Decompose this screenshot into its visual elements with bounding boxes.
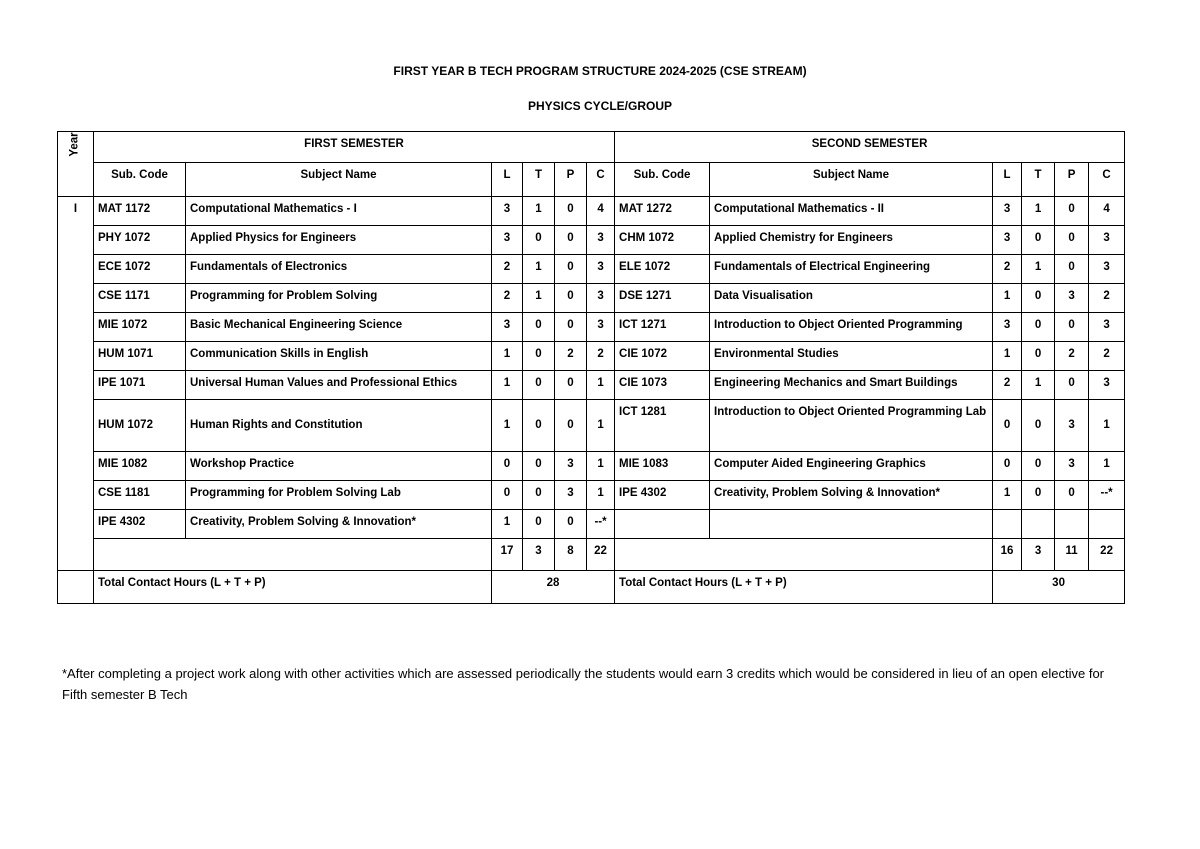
s1-p-value: 0	[555, 284, 587, 313]
s2-subject-name: Environmental Studies	[710, 342, 993, 371]
s2-total-c: 22	[1089, 539, 1125, 571]
s1-total-p: 8	[555, 539, 587, 571]
s1-l-value: 3	[492, 197, 523, 226]
s1-subject-name: Programming for Problem Solving	[186, 284, 492, 313]
s1-sub-code: PHY 1072	[94, 226, 186, 255]
s2-l-value: 1	[993, 342, 1022, 371]
s1-subject-name: Computational Mathematics - I	[186, 197, 492, 226]
s2-c-value: --*	[1089, 481, 1125, 510]
s1-l-value: 2	[492, 284, 523, 313]
table-row	[58, 313, 1125, 342]
s2-t-value: 1	[1022, 197, 1055, 226]
s1-contact-hours-label: Total Contact Hours (L + T + P)	[94, 571, 492, 604]
s2-t-value	[1022, 510, 1055, 539]
s1-sub-code: CSE 1181	[94, 481, 186, 510]
s2-t-value: 0	[1022, 226, 1055, 255]
s1-t-value: 0	[523, 452, 555, 481]
s1-sub-code: ECE 1072	[94, 255, 186, 284]
table-row	[58, 226, 1125, 255]
s2-c-value: 3	[1089, 313, 1125, 342]
s1-l-value: 0	[492, 481, 523, 510]
s2-subject-name: Applied Chemistry for Engineers	[710, 226, 993, 255]
s1-sub-code: MIE 1082	[94, 452, 186, 481]
s2-t-value: 0	[1022, 313, 1055, 342]
s2-t-value: 1	[1022, 371, 1055, 400]
s2-l-value: 0	[993, 452, 1022, 481]
s1-t-value: 0	[523, 481, 555, 510]
s1-l-value: 1	[492, 510, 523, 539]
s1-c-value: 3	[587, 226, 615, 255]
s2-contact-hours-label: Total Contact Hours (L + T + P)	[615, 571, 993, 604]
s1-c-value: 4	[587, 197, 615, 226]
col-l: L	[993, 163, 1022, 197]
s2-total-p: 11	[1055, 539, 1089, 571]
s1-p-value: 2	[555, 342, 587, 371]
s1-p-value: 0	[555, 197, 587, 226]
s1-totals-label-blank	[94, 539, 492, 571]
col-p: P	[555, 163, 587, 197]
s1-p-value: 0	[555, 371, 587, 400]
table-row	[58, 452, 1125, 481]
s2-t-value: 0	[1022, 284, 1055, 313]
s1-sub-code: MAT 1172	[94, 197, 186, 226]
col-t: T	[1022, 163, 1055, 197]
s2-p-value: 0	[1055, 226, 1089, 255]
s1-c-value: 1	[587, 400, 615, 452]
s2-l-value: 3	[993, 313, 1022, 342]
table-row	[58, 284, 1125, 313]
s2-subject-name: Engineering Mechanics and Smart Buildings	[710, 371, 993, 400]
s1-t-value: 0	[523, 313, 555, 342]
s1-l-value: 3	[492, 226, 523, 255]
program-structure-table	[57, 131, 1125, 604]
s1-total-c: 22	[587, 539, 615, 571]
s2-subject-name: Computational Mathematics - II	[710, 197, 993, 226]
s1-subject-name: Universal Human Values and Professional Ethics	[186, 371, 492, 400]
col-subject-name: Subject Name	[186, 163, 492, 197]
s1-subject-name: Fundamentals of Electronics	[186, 255, 492, 284]
page-title: FIRST YEAR B TECH PROGRAM STRUCTURE 2024-2025 (CSE STREAM)	[393, 64, 807, 78]
s1-c-value: 1	[587, 481, 615, 510]
col-c: C	[1089, 163, 1125, 197]
s2-sub-code: CIE 1073	[615, 371, 710, 400]
contact-year-blank	[58, 571, 94, 604]
col-l: L	[492, 163, 523, 197]
table-row	[58, 342, 1125, 371]
s1-p-value: 0	[555, 226, 587, 255]
s2-sub-code: CIE 1072	[615, 342, 710, 371]
table-row	[58, 400, 1125, 452]
s2-total-l: 16	[993, 539, 1022, 571]
s1-subject-name: Creativity, Problem Solving & Innovation*	[186, 510, 492, 539]
table-row	[58, 481, 1125, 510]
col-t: T	[523, 163, 555, 197]
page-subtitle: PHYSICS CYCLE/GROUP	[527, 99, 673, 113]
s2-subject-name: Computer Aided Engineering Graphics	[710, 452, 993, 481]
s2-p-value: 3	[1055, 284, 1089, 313]
s1-subject-name: Workshop Practice	[186, 452, 492, 481]
s1-t-value: 1	[523, 284, 555, 313]
s2-p-value: 0	[1055, 313, 1089, 342]
s2-p-value: 0	[1055, 255, 1089, 284]
totals-row	[58, 539, 1125, 571]
s1-subject-name: Communication Skills in English	[186, 342, 492, 371]
table-row	[58, 371, 1125, 400]
s1-subject-name: Applied Physics for Engineers	[186, 226, 492, 255]
s1-subject-name: Basic Mechanical Engineering Science	[186, 313, 492, 342]
s1-c-value: 3	[587, 313, 615, 342]
s1-t-value: 1	[523, 255, 555, 284]
s2-subject-name: Introduction to Object Oriented Programming Lab	[710, 400, 993, 452]
table-row	[58, 197, 1125, 226]
col-sub-code: Sub. Code	[615, 163, 710, 197]
s1-p-value: 3	[555, 481, 587, 510]
s2-subject-name: Data Visualisation	[710, 284, 993, 313]
s1-l-value: 1	[492, 342, 523, 371]
year-header: Year	[69, 132, 81, 157]
s1-t-value: 0	[523, 342, 555, 371]
s2-sub-code: ICT 1271	[615, 313, 710, 342]
s2-sub-code: ICT 1281	[615, 400, 710, 452]
s1-c-value: 3	[587, 255, 615, 284]
s2-l-value: 3	[993, 197, 1022, 226]
table-row	[58, 510, 1125, 539]
s1-t-value: 0	[523, 510, 555, 539]
s2-p-value: 0	[1055, 371, 1089, 400]
s2-p-value: 3	[1055, 400, 1089, 452]
second-semester-header: SECOND SEMESTER	[615, 132, 1125, 163]
s1-sub-code: MIE 1072	[94, 313, 186, 342]
s1-sub-code: IPE 1071	[94, 371, 186, 400]
s2-t-value: 0	[1022, 452, 1055, 481]
s2-c-value: 1	[1089, 400, 1125, 452]
s1-p-value: 0	[555, 313, 587, 342]
s2-sub-code: CHM 1072	[615, 226, 710, 255]
s1-l-value: 3	[492, 313, 523, 342]
s1-l-value: 1	[492, 400, 523, 452]
s2-p-value: 2	[1055, 342, 1089, 371]
table-row	[58, 255, 1125, 284]
s2-c-value: 3	[1089, 226, 1125, 255]
first-semester-header: FIRST SEMESTER	[94, 132, 615, 163]
s1-t-value: 0	[523, 226, 555, 255]
s2-sub-code	[615, 510, 710, 539]
col-p: P	[1055, 163, 1089, 197]
s2-contact-hours-value: 30	[993, 571, 1125, 604]
col-sub-code: Sub. Code	[94, 163, 186, 197]
col-c: C	[587, 163, 615, 197]
year-header-cell	[58, 132, 94, 197]
footnote: *After completing a project work along with other activities which are assessed periodically the students would earn 3 credits which would be considered in lieu of an open elective for Fifth semester B Tech	[62, 666, 1105, 702]
s1-t-value: 0	[523, 371, 555, 400]
s2-l-value: 1	[993, 284, 1022, 313]
s2-subject-name: Fundamentals of Electrical Engineering	[710, 255, 993, 284]
s2-t-value: 1	[1022, 255, 1055, 284]
s2-c-value: 2	[1089, 284, 1125, 313]
s1-l-value: 2	[492, 255, 523, 284]
s1-sub-code: HUM 1071	[94, 342, 186, 371]
s2-l-value	[993, 510, 1022, 539]
s2-totals-label-blank	[615, 539, 993, 571]
s2-sub-code: MIE 1083	[615, 452, 710, 481]
s2-l-value: 2	[993, 255, 1022, 284]
s2-subject-name: Introduction to Object Oriented Programming	[710, 313, 993, 342]
s2-total-t: 3	[1022, 539, 1055, 571]
s1-c-value: 1	[587, 452, 615, 481]
s2-c-value: 2	[1089, 342, 1125, 371]
s1-p-value: 3	[555, 452, 587, 481]
s1-c-value: --*	[587, 510, 615, 539]
s1-total-l: 17	[492, 539, 523, 571]
s1-l-value: 1	[492, 371, 523, 400]
s1-p-value: 0	[555, 400, 587, 452]
s2-sub-code: DSE 1271	[615, 284, 710, 313]
s1-subject-name: Programming for Problem Solving Lab	[186, 481, 492, 510]
s1-t-value: 0	[523, 400, 555, 452]
s2-t-value: 0	[1022, 342, 1055, 371]
contact-hours-row	[58, 571, 1125, 604]
s2-l-value: 2	[993, 371, 1022, 400]
s2-sub-code: ELE 1072	[615, 255, 710, 284]
s1-sub-code: IPE 4302	[94, 510, 186, 539]
s1-c-value: 3	[587, 284, 615, 313]
s1-c-value: 2	[587, 342, 615, 371]
s2-p-value: 0	[1055, 481, 1089, 510]
s2-subject-name: Creativity, Problem Solving & Innovation*	[710, 481, 993, 510]
s1-total-t: 3	[523, 539, 555, 571]
s2-c-value	[1089, 510, 1125, 539]
s1-sub-code: HUM 1072	[94, 400, 186, 452]
s2-p-value: 0	[1055, 197, 1089, 226]
s1-l-value: 0	[492, 452, 523, 481]
s2-sub-code: MAT 1272	[615, 197, 710, 226]
s1-c-value: 1	[587, 371, 615, 400]
s2-t-value: 0	[1022, 481, 1055, 510]
s2-p-value	[1055, 510, 1089, 539]
s2-t-value: 0	[1022, 400, 1055, 452]
s2-l-value: 1	[993, 481, 1022, 510]
s2-c-value: 1	[1089, 452, 1125, 481]
year-value: I	[58, 197, 94, 571]
s1-subject-name: Human Rights and Constitution	[186, 400, 492, 452]
col-subject-name: Subject Name	[710, 163, 993, 197]
s2-l-value: 3	[993, 226, 1022, 255]
s2-l-value: 0	[993, 400, 1022, 452]
s2-c-value: 3	[1089, 255, 1125, 284]
s2-p-value: 3	[1055, 452, 1089, 481]
s2-subject-name	[710, 510, 993, 539]
s2-c-value: 4	[1089, 197, 1125, 226]
s1-t-value: 1	[523, 197, 555, 226]
s2-sub-code: IPE 4302	[615, 481, 710, 510]
s1-p-value: 0	[555, 510, 587, 539]
s1-sub-code: CSE 1171	[94, 284, 186, 313]
s1-contact-hours-value: 28	[492, 571, 615, 604]
s1-p-value: 0	[555, 255, 587, 284]
s2-c-value: 3	[1089, 371, 1125, 400]
